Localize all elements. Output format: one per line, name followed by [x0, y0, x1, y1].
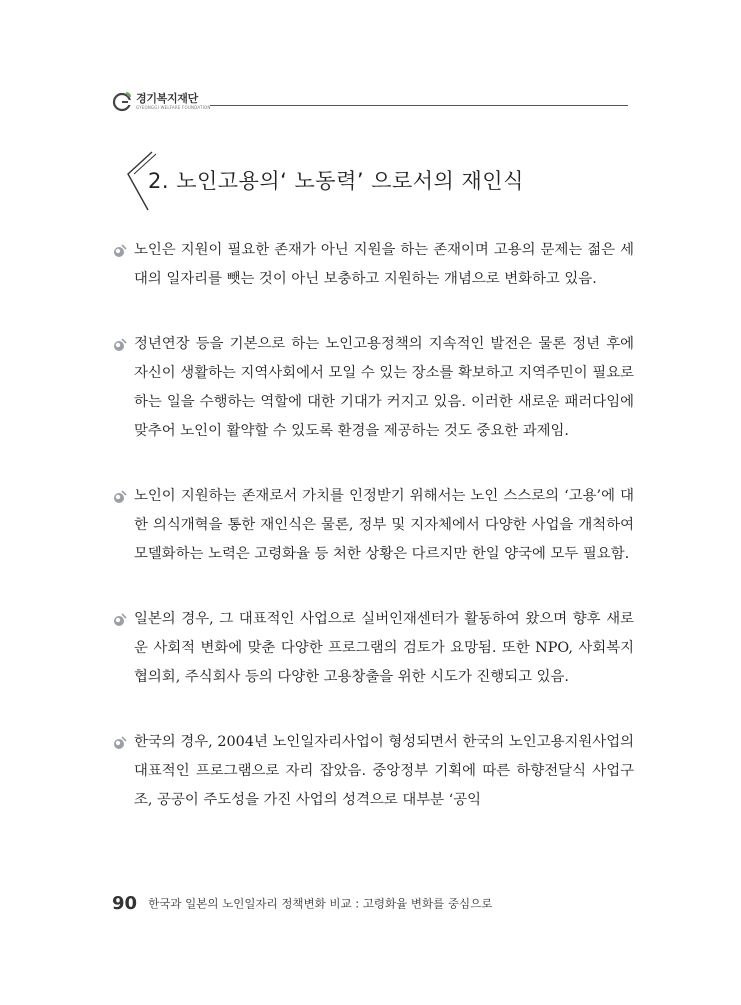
paragraph [112, 728, 634, 815]
bullet-icon [112, 735, 128, 751]
paragraph-text: 일본의 경우, 그 대표적인 사업으로 실버인재센터가 활동하여 왔으며 향후 새로운 사회적 변화에 맞춘 다양한 프로그램의 검토가 요망됨. 또한 NPO, 사회복지협의회, 주식회사 등의 다양한 고용창출을 위한 시도가 진행되고 있음. [134, 611, 634, 685]
section-title: 2. 노인고용의‘ 노동력’ 으로서의 재인식 [148, 169, 524, 193]
bullet-icon [112, 243, 128, 259]
paragraph-text: 정년연장 등을 기본으로 하는 노인고용정책의 지속적인 발전은 물론 정년 후에 자신이 생활하는 지역사회에서 모일 수 있는 장소를 확보하고 지역주민이 필요로 하는 일을 수행하는 역할에 대한 기대가 커지고 있음. 이러한 새로운 패러다임에 맞추어 노인이 활약할 수 있도록 환경을 제공하는 것도 중요한 과제임. [134, 336, 634, 439]
page-number: 90 [112, 893, 138, 914]
page-header [112, 88, 628, 118]
org-name: 경기복지재단 [136, 92, 198, 105]
paragraph [112, 605, 634, 692]
foundation-logo-icon [112, 90, 134, 112]
page-footer [112, 893, 492, 914]
header-rule [210, 105, 628, 106]
paragraph [112, 236, 634, 294]
paragraph-text: 노인이 지원하는 존재로서 가치를 인정받기 위해서는 노인 스스로의 ‘고용’에 대한 의식개혁을 통한 재인식은 물론, 정부 및 지자체에서 다양한 사업을 개척하여 모델화하는 노력은 고령화율 등 처한 상황은 다르지만 한일 양국에 모두 필요함. [134, 488, 634, 562]
body-text [112, 236, 634, 851]
paragraph [112, 330, 634, 446]
paragraph-text: 노인은 지원이 필요한 존재가 아닌 지원을 하는 존재이며 고용의 문제는 젊은 세대의 일자리를 뺏는 것이 아닌 보충하고 지원하는 개념으로 변화하고 있음. [134, 242, 634, 287]
paragraph-text: 한국의 경우, 2004년 노인일자리사업이 형성되면서 한국의 노인고용지원사업의 대표적인 프로그램으로 자리 잡았음. 중앙정부 기획에 따른 하향전달식 사업구조, 공공이 주도성을 가진 사업의 성격으로 대부분 ‘공익 [134, 734, 634, 808]
paragraph [112, 482, 634, 569]
section-heading [118, 150, 638, 212]
bullet-icon [112, 489, 128, 505]
bullet-icon [112, 337, 128, 353]
running-title: 한국과 일본의 노인일자리 정책변화 비교 : 고령화율 변화를 중심으로 [148, 896, 493, 911]
bullet-icon [112, 612, 128, 628]
org-subtitle: GYEONGGI WELFARE FOUNDATION [136, 105, 211, 110]
